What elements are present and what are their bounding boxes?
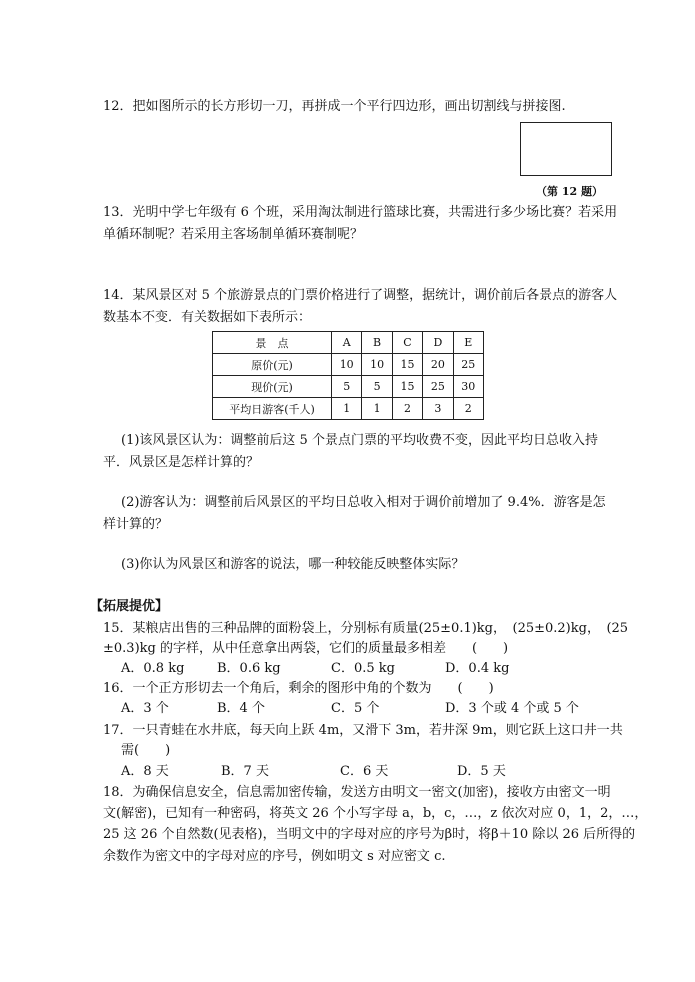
q15-line1: 15．某粮店出售的三种品牌的面粉袋上，分别标有质量(25±0.1)kg， (25±0.2)kg， (25 — [103, 621, 629, 636]
q14-line2: 数基本不变．有关数据如下表所示： — [103, 310, 312, 325]
table-cell: 原价(元) — [213, 354, 332, 376]
table-cell: 15 — [392, 376, 422, 398]
q14-line1: 14．某风景区对 5 个旅游景点的门票价格进行了调整，据统计，调价前后各景点的游客人 — [103, 288, 618, 303]
q12-text: 12．把如图所示的长方形切一刀，再拼成一个平行四边形，画出切割线与拼接图. — [103, 99, 566, 114]
q16-option-c: C．5 个 — [331, 701, 380, 716]
q18-line1: 18．为确保信息安全，信息需加密传输，发送方由明文一密文(加密)，接收方由密文一明 — [103, 785, 611, 800]
q17-line2: 需( ) — [121, 743, 171, 758]
q15-option-c: C．0.5 kg — [331, 661, 395, 676]
table-cell: 1 — [362, 398, 392, 420]
table-cell: B — [362, 332, 392, 354]
q17-option-c: C．6 天 — [340, 764, 389, 779]
q18-line3: 25 这 26 个自然数(见表格)，当明文中的字母对应的序号为β时，将β＋10 除以 26 后所得的 — [103, 827, 636, 842]
table-cell: 10 — [332, 354, 362, 376]
q17-option-b: B．7 天 — [221, 764, 269, 779]
q12-caption: （第 12 题） — [536, 185, 603, 198]
q16-option-a: A．3 个 — [121, 701, 169, 716]
table-cell: 5 — [332, 376, 362, 398]
q16-option-d: D．3 个或 4 个或 5 个 — [445, 701, 579, 716]
table-cell: 30 — [453, 376, 483, 398]
q15-option-d: D．0.4 kg — [445, 661, 510, 676]
table-cell: 景 点 — [213, 332, 332, 354]
q16-option-b: B．4 个 — [217, 701, 265, 716]
q14-sub2-line2: 样计算的？ — [103, 517, 169, 532]
q17-option-d: D．5 天 — [457, 764, 506, 779]
table-row — [213, 398, 484, 420]
section-title: 【拓展提优】 — [90, 599, 169, 614]
table-cell: 25 — [423, 376, 453, 398]
table-cell: 15 — [392, 354, 422, 376]
q17-line1: 17．一只青蛙在水井底，每天向上跃 4m，又滑下 3m，若井深 9m，则它跃上这口井一共 — [103, 723, 623, 738]
rectangle-figure — [520, 122, 612, 176]
table-cell: 10 — [362, 354, 392, 376]
table-row — [213, 376, 484, 398]
q13-line1: 13．光明中学七年级有 6 个班，采用淘汰制进行篮球比赛，共需进行多少场比赛？若采用 — [103, 205, 618, 220]
table-cell: A — [332, 332, 362, 354]
q14-sub1-line1: (1)该风景区认为：调整前后这 5 个景点门票的平均收费不变，因此平均日总收入持 — [121, 433, 598, 448]
table-cell: D — [423, 332, 453, 354]
price-table — [212, 331, 484, 420]
table-cell: 1 — [332, 398, 362, 420]
table-cell: 2 — [453, 398, 483, 420]
table-cell: 2 — [392, 398, 422, 420]
table-header-row — [213, 332, 484, 354]
q14-sub1-line2: 平．风景区是怎样计算的？ — [103, 455, 260, 470]
q14-sub3: (3)你认为风景区和游客的说法，哪一种较能反映整体实际？ — [121, 557, 465, 572]
q13-line2: 单循环制呢？若采用主客场制单循环赛制呢？ — [103, 227, 364, 242]
q15-option-b: B．0.6 kg — [217, 661, 281, 676]
table-cell: E — [453, 332, 483, 354]
table-cell: 3 — [423, 398, 453, 420]
table-cell: 25 — [453, 354, 483, 376]
table-cell: 20 — [423, 354, 453, 376]
q17-option-a: A．8 天 — [121, 764, 169, 779]
q18-line4: 余数作为密文中的字母对应的序号，例如明文 s 对应密文 c. — [103, 849, 446, 864]
q16-line1: 16．一个正方形切去一个角后，剩余的图形中角的个数为 ( ) — [103, 681, 494, 696]
q15-line2: ±0.3)kg 的字样，从中任意拿出两袋，它们的质量最多相差 ( ) — [103, 641, 509, 656]
q14-sub2-line1: (2)游客认为：调整前后风景区的平均日总收入相对于调价前增加了 9.4%．游客是怎 — [121, 495, 606, 510]
table-cell: 5 — [362, 376, 392, 398]
table-row — [213, 354, 484, 376]
table-cell: 现价(元) — [213, 376, 332, 398]
q18-line2: 文(解密)，已知有一种密码，将英文 26 个小写字母 a，b，c，…，z 依次对应 0，1，2，…， — [103, 806, 648, 821]
table-cell: C — [392, 332, 422, 354]
q15-option-a: A．0.8 kg — [121, 661, 185, 676]
table-cell: 平均日游客(千人) — [213, 398, 332, 420]
